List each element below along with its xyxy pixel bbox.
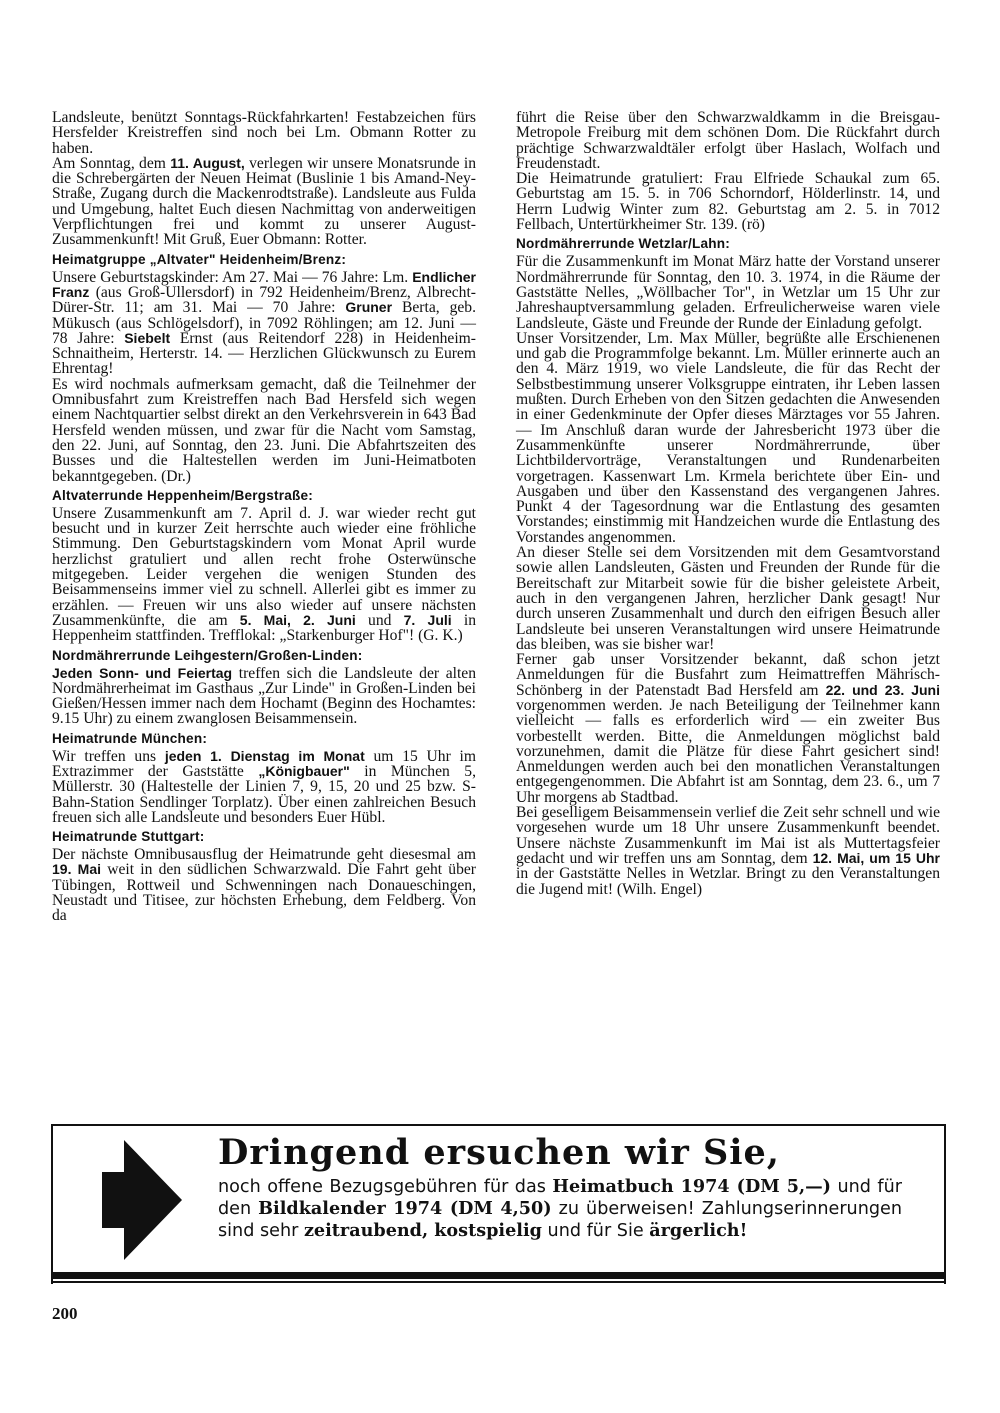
heading-heidenheim: Heimatgruppe „Altvater" Heidenheim/Brenz: xyxy=(52,251,347,267)
heading-leihgestern: Nordmährerrunde Leihgestern/Großen-Linden: xyxy=(52,647,363,663)
banner-bottom-rule xyxy=(51,1272,946,1279)
banner-headline: Dringend ersuchen wir Sie, xyxy=(218,1132,780,1173)
heading-heppenheim: Altvaterrunde Heppenheim/Bergstraße: xyxy=(52,487,314,503)
page-number: 200 xyxy=(52,1304,78,1323)
intro-paragraph: Landsleute, benützt Sonntags-Rückfahrkarten! Festabzeichen fürs Hersfelder Kreistreffen sind noch bei Lm. Obmann Rotter zu haben. Am Sonntag, dem 11. August, verlegen wir unsere Monatsrunde in die Schrebergärten der Neuen Heimat (Buslinie 1 bis Amand-Ney-Straße, Zugang durch die Mackenrodtstraße). Landsleute aus Fulda und Umgebung, haltet Euch diesen Nachmittag von anderweitigen Verpflichtungen frei und kommt zu unserer August-Zusammenkunft! Mit Gruß, Euer Obmann: Rotter. xyxy=(52,109,476,249)
paragraph-wetzlar-chairman: Unser Vorsitzender, Lm. Max Müller, begrüßte alle Erschienenen und gab die Programmfolge bekannt. Lm. Müller erinnerte auch an den 4. März 1919, wo viele Landsleute, die für das Recht der Selbstbestimmung unserer Volksgruppe eintraten, ihr Leben lassen mußten. Durch Erheben von den Sitzen gedachten die Anwesenden in einer Gedenkminute der Opfer dieses Märztages vor 55 Jahren. — Im Anschluß daran wurde der Jahresbericht 1973 über die Zusammenkünfte unserer Nordmährerrunde, über Lichtbildervorträge, Veranstaltungen und Rundenarbeiten vorgetragen. Kassenwart Lm. Krmela berichtete über Ein- und Ausgaben und über den Kassenstand des vergangenen Jahres. Punkt 4 der Tagesordnung war die Entlastung des gesamten Vorstandes; einstimmig mit Handzeichen wurde die Entlastung des Vorstandes angenommen. xyxy=(516,329,940,546)
paragraph-heidenheim-bus: Es wird nochmals aufmerksam gemacht, daß die Teilnehmer der Omnibusfahrt zum Kreistreffen nach Bad Hersfeld sich wegen einem Nachtquartier selbst direkt an den Verkehrsverein in 643 Bad Hersfeld wenden müssen, und zwar für die Nacht vom Samstag, den 22. Juni, auf Sonntag, den 23. Juni. Die Abfahrtszeiten des Busses und die Haltestellen werden im Juni-Heimatboten bekanntgegeben. (Dr.) xyxy=(52,375,476,485)
paragraph-leihgestern: Jeden Sonn- und Feiertag treffen sich die Landsleute der alten Nordmährerheimat im Gasthaus „Zur Linde" in Großen-Linden bei Gießen/Hessen immer nach dem Hochamt (Beginn des Hochamtes: 9.15 Uhr) zu einem zwanglosen Beisammensein. xyxy=(52,664,476,728)
heading-muenchen: Heimatrunde München: xyxy=(52,730,208,746)
paragraph-stuttgart-continued: führt die Reise über den Schwarzwaldkamm in die Breisgau-Metropole Freiburg mit dem schönen Dom. Die Rückfahrt durch prächtige Schwarzwaldtäler erfolgt über Haslach, Wolfach und Freudenstadt. xyxy=(516,109,940,172)
paragraph-wetzlar-closing: Bei geselligem Beisammensein verlief die Zeit sehr schnell und wie vorgesehen wurde um 18 Uhr unsere Zusammenkunft beendet. Unsere nächste Zusammenkunft im Mai ist als Muttertagsfeier gedacht und wir treffen uns am Sonntag, dem 12. Mai, um 15 Uhr in der Gaststätte Nelles in Wetzlar. Bringt zu den Veranstaltungen die Jugend mit! (Wilh. Engel) xyxy=(516,804,940,898)
heading-wetzlar: Nordmährerrunde Wetzlar/Lahn: xyxy=(516,236,731,252)
paragraph-stuttgart-birthdays: Die Heimatrunde gratuliert: Frau Elfriede Schaukal zum 65. Geburtstag am 15. 5. in 706 Schorndorf, Hölderlinstr. 14, und Herrn Ludwig Winter zum 82. Geburtstag am 2. 5. in 7012 Fellbach, Untertürkheimer Str. 139. (rö) xyxy=(516,170,940,234)
paragraph-heppenheim: Unsere Zusammenkunft am 7. April d. J. war wieder recht gut besucht und in kurzer Zeit herrschte auch wieder eine fröhliche Stimmung. Den Geburtstagskindern vom Monat April wurde herzlichst gratuliert und allen recht frohe Osterwünsche mitgegeben. Leider vergehen die wenigen Stunden des Beisammenseins immer viel zu schnell. Allerlei gibt es immer zu erzählen. — Freuen wir uns also wieder auf unsere nächsten Zusammenkünfte, die am 5. Mai, 2. Juni und 7. Juli in Heppenheim stattfinden. Trefflokal: „Starkenburger Hof"! (G. K.) xyxy=(52,504,477,645)
banner-text: noch offene Bezugsgebühren für das Heimatbuch 1974 (DM 5,—) und für den Bildkalender 1974 (DM 4,50) zu überweisen! Zahlungserinnerungen sind sehr zeitraubend, kostspielig und für Sie ärgerlich! xyxy=(218,1176,902,1241)
banner-bottom-rule-thin xyxy=(51,1281,946,1283)
arrow-right-icon xyxy=(102,1140,182,1260)
paragraph-heidenheim-birthdays: Unsere Geburtstagskinder: Am 27. Mai — 76 Jahre: Lm. Endlicher Franz (aus Groß-Ullersdorf) in 792 Heidenheim/Brenz, Albrecht-Dürer-Str. 11; am 31. Mai — 70 Jahre: Gruner Berta, geb. Mükusch (aus Schlögelsdorf), in 7092 Röhlingen; am 12. Juni — 78 Jahre: Siebelt Ernst (aus Reitendorf 228) in Heidenheim-Schnaitheim, Herterstr. 14. — Herzlichen Glückwunsch zu Eurem Ehrentag! xyxy=(52,268,476,378)
paragraph-muenchen: Wir treffen uns jeden 1. Dienstag im Monat um 15 Uhr im Extrazimmer der Gaststätte „Königbauer" in München 5, Müllerstr. 30 (Haltestelle der Linien 7, 9, 15, 20 und 25 bzw. S-Bahn-Station Sendlinger Torplatz). Über einen zahlreichen Besuch freuen sich alle Landsleute und besonders Euer Hübl. xyxy=(52,747,477,826)
paragraph-wetzlar-bus: Ferner gab unser Vorsitzender bekannt, daß schon jetzt Anmeldungen für die Busfahrt zum Heimattreffen Mährisch-Schönberg in der Patenstadt Bad Hersfeld am 22. und 23. Juni vorgenommen werden. Je nach Beteiligung der Teilnehmer kann vielleicht — falls es erforderlich wird — ein zweiter Bus vorbestellt werden. Bitte, die Anmeldungen möglichst bald vorzunehmen, damit die Plätze für diese Fahrt gesichert sind! Anmeldungen werden auch bei den monatlichen Veranstaltungen entgegengenommen. Die Abfahrt ist am Sonntag, dem 23. 6., um 7 Uhr morgens ab Stadtbad. xyxy=(516,651,941,806)
paragraph-wetzlar-meeting: Für die Zusammenkunft im Monat März hatte der Vorstand unserer Nordmährerrunde für Sonntag, den 10. 3. 1974, in die Räume der Gaststätte Nelles, „Wöllbacher Tor", in Wetzlar um 15 Uhr zur Jahreshauptversammlung geladen. Erfreulicherweise waren viele Landsleute, Gäste und Freunde der Runde der Einladung gefolgt. xyxy=(516,253,940,332)
paragraph-stuttgart: Der nächste Omnibusausflug der Heimatrunde geht diesesmal am 19. Mai weit in den südlichen Schwarzwald. Die Fahrt geht über Tübingen, Rottweil und Schwenningen nach Donaueschingen, Neustadt und Titisee, zur höchsten Erhebung, dem Feldberg. Von da xyxy=(52,846,476,925)
heading-stuttgart: Heimatrunde Stuttgart: xyxy=(52,829,205,845)
left-column xyxy=(52,110,476,924)
right-column xyxy=(516,110,940,897)
paragraph-wetzlar-thanks: An dieser Stelle sei dem Vorsitzenden mit dem Gesamtvorstand sowie allen Landsleuten, Gästen und Freunden der Runde für die Bereitschaft zur Mitarbeit sowie für die bisher geleistete Arbeit, auch in den vergangenen Jahren, herzlicher Dank gesagt! Nur durch unseren Zusammenhalt und durch den eifrigen Besuch aller Landsleute bei unseren Veranstaltungen wird unsere Heimatrunde das bleiben, was sie bisher war! xyxy=(516,544,940,653)
